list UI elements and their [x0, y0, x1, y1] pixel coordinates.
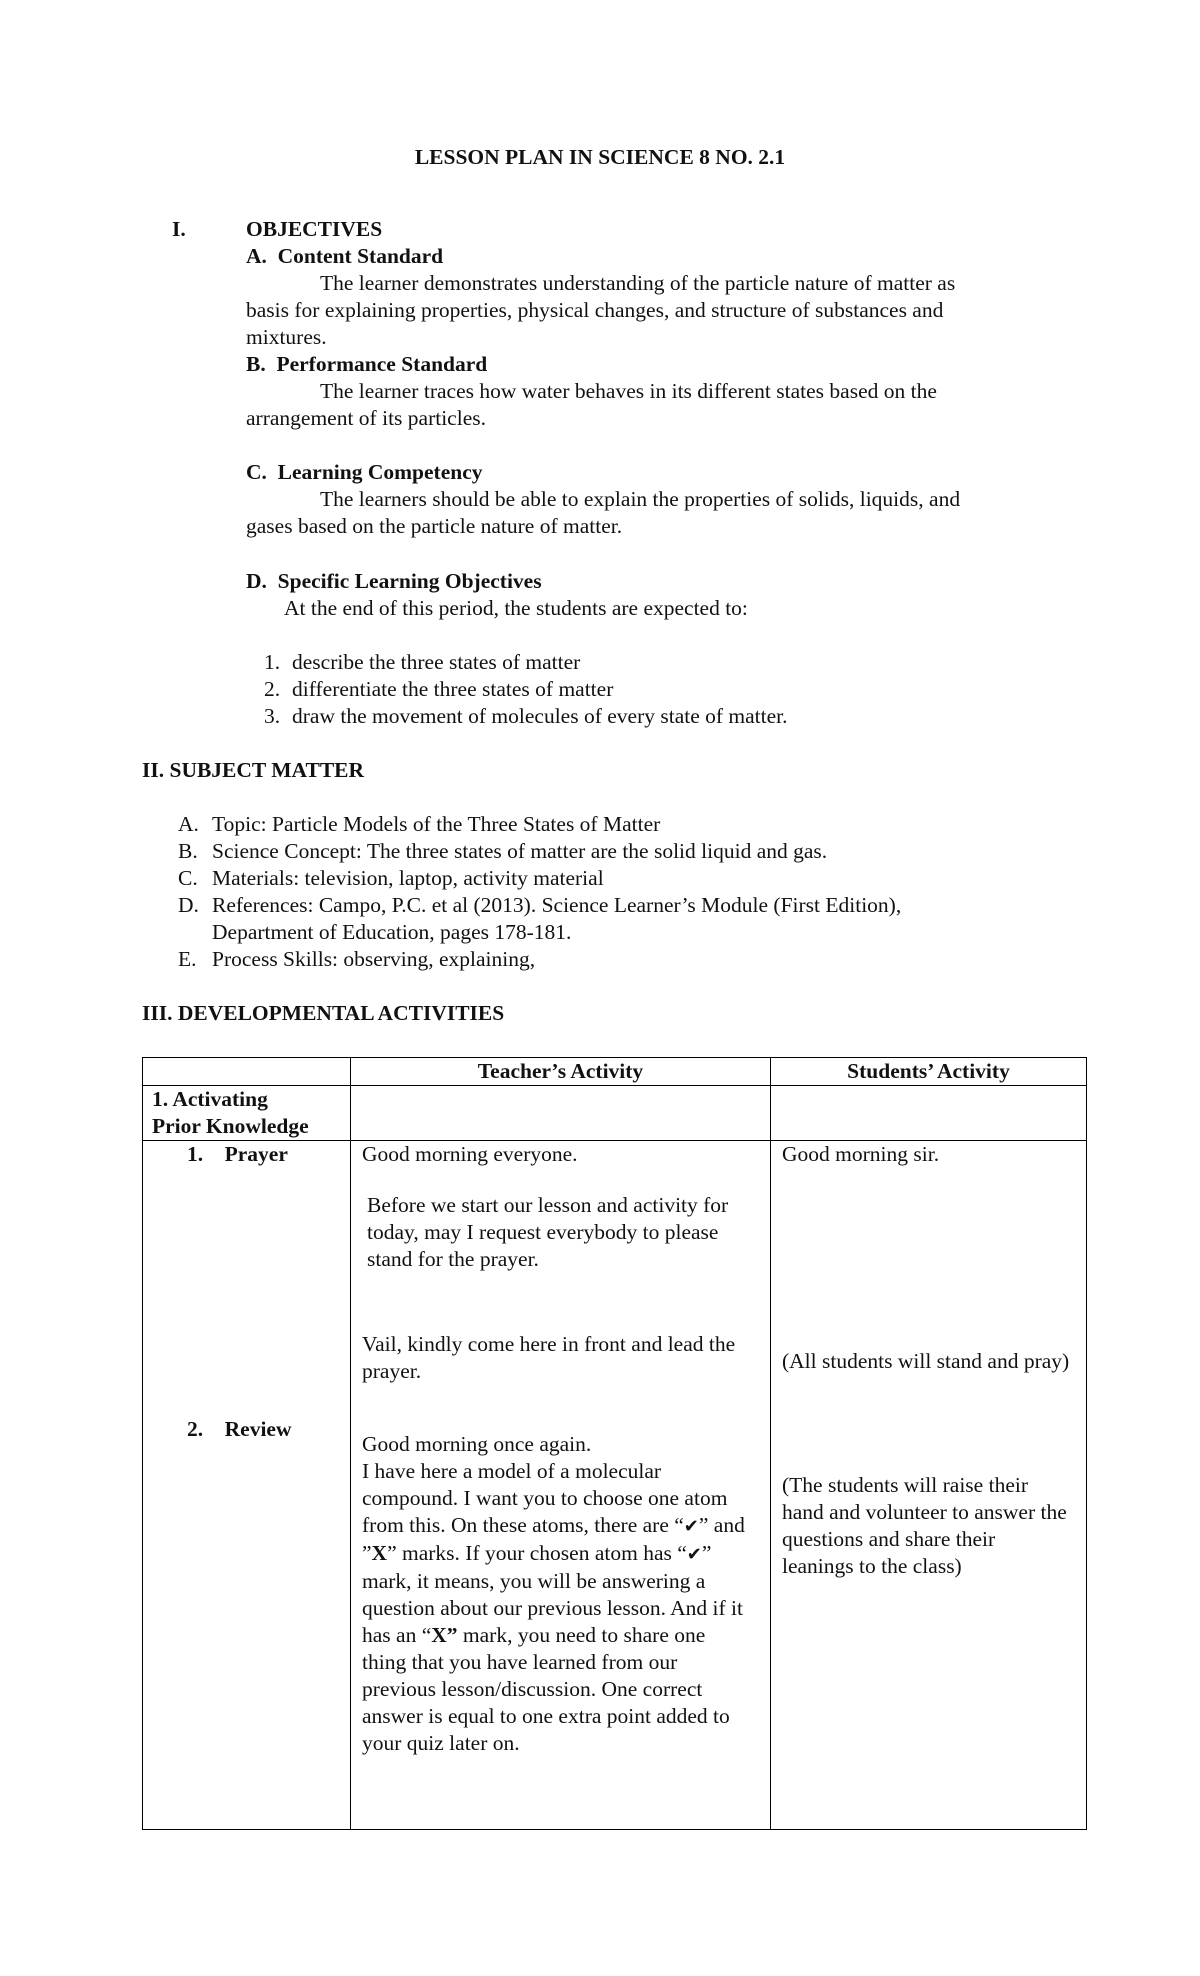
subject-item-letter: D. [178, 893, 199, 917]
performance-standard-line2: arrangement of its particles. [246, 406, 486, 430]
step-prayer-num: 1. [187, 1142, 204, 1166]
subject-item-text: Topic: Particle Models of the Three States of Matter [212, 812, 661, 836]
performance-standard-heading [246, 351, 487, 378]
section-line1: 1. Activating [152, 1087, 268, 1111]
x-mark-quoted: X” [431, 1623, 458, 1647]
learning-competency-line1: The learners should be able to explain the properties of solids, liquids, and [320, 487, 961, 511]
students-volunteer: (The students will raise their hand and volunteer to answer the questions and share their leanings to the class) [782, 1473, 1067, 1578]
teacher-prayer-request: Before we start our lesson and activity for today, may I request everybody to please stand for the prayer. [367, 1193, 729, 1271]
subject-item-text: Materials: television, laptop, activity material [212, 866, 604, 890]
developmental-activities-table [142, 1057, 1087, 1830]
specific-objectives-intro: At the end of this period, the students are expected to: [284, 596, 748, 620]
content-standard-line2: basis for explaining properties, physical changes, and structure of substances and [246, 298, 944, 322]
steps-cell [143, 1141, 351, 1830]
performance-standard-line1: The learner traces how water behaves in its different states based on the [320, 379, 937, 403]
objective-item-num: 1. [264, 650, 281, 674]
subject-matter-heading: II. SUBJECT MATTER [142, 758, 365, 782]
section-activating-prior-knowledge [143, 1086, 351, 1141]
learning-competency-letter: C. [246, 460, 267, 484]
content-standard-label: Content Standard [277, 244, 444, 268]
step-prayer-label: Prayer [224, 1142, 288, 1166]
learning-competency-line2: gases based on the particle nature of matter. [246, 514, 623, 538]
step-prayer [187, 1141, 288, 1168]
specific-objectives-letter: D. [246, 569, 267, 593]
review-text-3: ” marks. If your chosen atom has “ [387, 1541, 687, 1565]
objective-item-text: describe the three states of matter [292, 650, 581, 674]
table-cell-empty [351, 1086, 771, 1141]
learning-competency-label: Learning Competency [277, 460, 483, 484]
section-line2: Prior Knowledge [152, 1114, 309, 1138]
specific-objectives-label: Specific Learning Objectives [277, 569, 542, 593]
specific-objectives-heading [246, 568, 542, 595]
content-standard-heading [246, 243, 443, 270]
step-review-label: Review [224, 1417, 292, 1441]
content-standard-letter: A. [246, 244, 267, 268]
objective-item-num: 3. [264, 704, 281, 728]
review-text-2: ” and ” [362, 1513, 745, 1565]
x-mark: X [371, 1541, 388, 1565]
objectives-heading: OBJECTIVES [246, 217, 383, 241]
objective-item-text: draw the movement of molecules of every state of matter. [292, 704, 788, 728]
subject-item-text: Science Concept: The three states of matter are the solid liquid and gas. [212, 839, 828, 863]
learning-competency-heading [246, 459, 482, 486]
review-text-1: I have here a model of a molecular compound. I want you to choose one atom from this. On these atoms, there are “ [362, 1459, 728, 1537]
review-text-4: ” mark, it means, you will be answering a question about our previous lesson. And if it has an “ [362, 1541, 743, 1647]
check-mark-icon: ✔ [686, 1544, 702, 1565]
review-text-5: mark, you need to share one thing that you have learned from our previous lesson/discussion. One correct answer is equal to one extra point added to your quiz later on. [362, 1623, 730, 1755]
subject-item-letter: B. [178, 839, 198, 863]
performance-standard-letter: B. [246, 352, 266, 376]
subject-item-letter: A. [178, 812, 199, 836]
step-review-num: 2. [187, 1417, 204, 1441]
teacher-greeting-again: Good morning once again. [362, 1432, 592, 1456]
table-cell-empty [771, 1086, 1087, 1141]
objective-item-num: 2. [264, 677, 281, 701]
content-standard-line3: mixtures. [246, 325, 327, 349]
performance-standard-label: Performance Standard [276, 352, 488, 376]
table-row [143, 1141, 1087, 1830]
subject-item-letter: C. [178, 866, 198, 890]
teacher-activity-cell [351, 1141, 771, 1830]
subject-item-letter: E. [178, 947, 197, 971]
objectives-numeral: I. [172, 217, 186, 241]
page-title: LESSON PLAN IN SCIENCE 8 NO. 2.1 [414, 145, 786, 169]
content-standard-line1: The learner demonstrates understanding of the particle nature of matter as [320, 271, 956, 295]
teacher-lead-prayer: Vail, kindly come here in front and lead the prayer. [362, 1332, 736, 1383]
students-stand-pray: (All students will stand and pray) [782, 1349, 1070, 1373]
step-review [187, 1416, 292, 1443]
teacher-activity-header: Teacher’s Activity [351, 1058, 771, 1086]
check-mark-icon: ✔ [683, 1516, 699, 1537]
teacher-review-instructions [362, 1458, 752, 1757]
students-activity-header: Students’ Activity [771, 1058, 1087, 1086]
subject-item-text: References: Campo, P.C. et al (2013). Science Learner’s Module (First Edition), [212, 893, 902, 917]
table-header-empty [143, 1058, 351, 1086]
table-header-row [143, 1058, 1087, 1086]
subject-item-text: Process Skills: observing, explaining, [212, 947, 536, 971]
developmental-heading: III. DEVELOPMENTAL ACTIVITIES [142, 1001, 505, 1025]
teacher-greeting: Good morning everyone. [362, 1142, 578, 1166]
objective-item-text: differentiate the three states of matter [292, 677, 614, 701]
subject-item-text-cont: Department of Education, pages 178-181. [212, 920, 572, 944]
students-greeting: Good morning sir. [782, 1142, 940, 1166]
table-row [143, 1086, 1087, 1141]
students-activity-cell [771, 1141, 1087, 1830]
